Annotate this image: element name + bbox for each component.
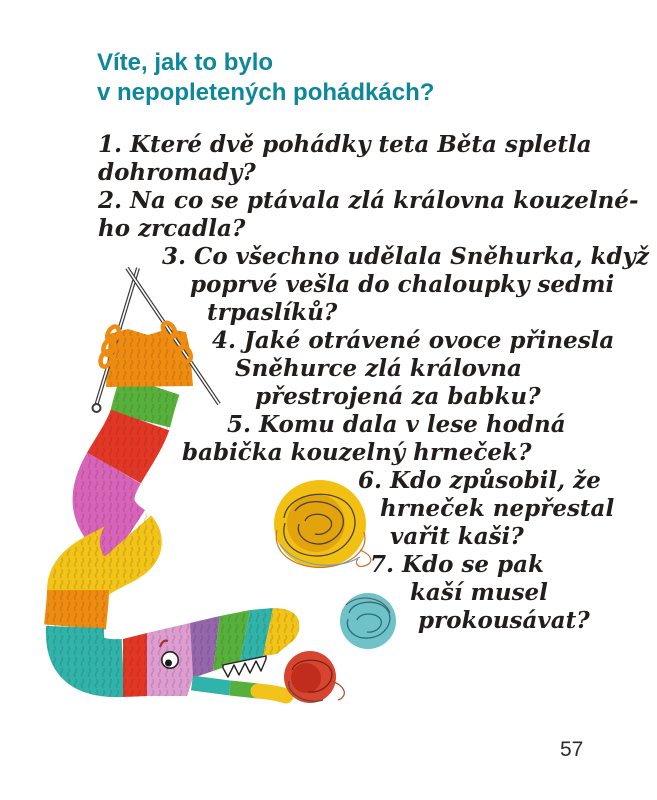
snake-body: [75, 385, 150, 668]
question-line: 6. Kdo způsobil, že: [358, 467, 601, 494]
question-line: trpaslíků?: [207, 299, 338, 326]
question-line: ho zrcadla?: [98, 215, 246, 242]
question-line: 4. Jaké otrávené ovoce přinesla: [212, 327, 615, 354]
yarn-ball-red: [284, 651, 344, 703]
question-line: vařit kaši?: [390, 523, 524, 550]
page-title-line: v nepopletených pohádkách?: [97, 79, 435, 106]
yarn-ball-yellow: [274, 480, 371, 568]
question-line: 2. Na co se ptávala zlá královna kouzelné-: [98, 187, 639, 214]
question-line: babička kouzelný hrneček?: [182, 439, 532, 466]
knit-texture: [75, 385, 150, 668]
ball-core: [291, 663, 321, 693]
question-line: hrneček nepřestal: [380, 495, 615, 522]
question-line: 1. Které dvě pohádky teta Běta spletla: [98, 131, 592, 158]
question-line: Sněhurce zlá královna: [235, 355, 522, 382]
needle-knob: [93, 404, 101, 412]
snake-lower-jaw: [192, 683, 286, 696]
question-line: přestrojená za babku?: [255, 383, 541, 410]
question-line: prokousávat?: [418, 607, 590, 634]
ball-body: [340, 593, 396, 649]
question-line: 3. Co všechno udělala Sněhurka, když: [162, 243, 649, 270]
question-line: poprvé vešla do chaloupky sedmi: [190, 271, 615, 298]
page-title-line: Víte, jak to bylo: [97, 49, 274, 76]
snake-pupil: [165, 660, 172, 667]
page-number: 57: [560, 738, 584, 761]
jaw-stripe-yellow: [258, 691, 286, 696]
question-line: 7. Kdo se pak: [370, 551, 544, 578]
question-line: kaší musel: [410, 579, 548, 606]
question-line: dohromady?: [98, 159, 256, 186]
yarn-ball-blue: [340, 593, 396, 649]
jaw-stripe-teal: [192, 683, 230, 688]
question-line: 5. Komu dala v lese hodná: [227, 411, 566, 438]
